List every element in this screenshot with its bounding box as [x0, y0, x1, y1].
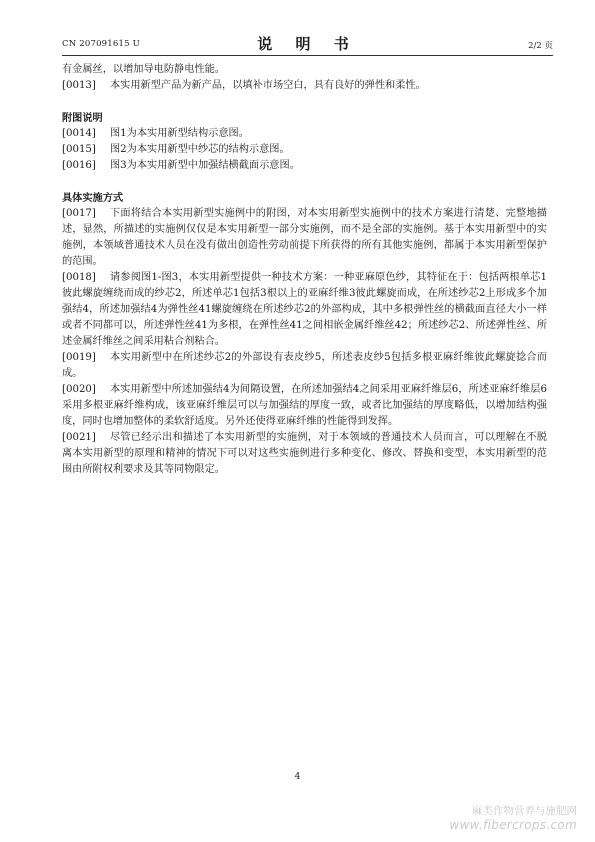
- paragraph-0017: [62, 206, 547, 270]
- continuation-text: 有金属丝，以增加导电防静电性能。: [62, 64, 225, 75]
- watermark-site-name: 麻类作物营养与施肥网: [472, 805, 577, 817]
- publication-number: CN 207091615 U: [62, 39, 140, 49]
- site-watermark: [449, 804, 577, 832]
- paragraph-number: [0020]: [62, 384, 96, 395]
- paragraph-text: 本实用新型中所述加强结4为间隔设置，在所述加强结4之间采用亚麻纤维层6，所述亚麻纤维层6采用多根亚麻纤维构成，该亚麻纤维层可以与加强结的厚度一致，或者比加强结的厚度略低，以增加结构强度，同时也增加整体的柔软舒适度。另外还使得亚麻纤维的性能得到发挥。: [62, 384, 547, 427]
- page-reference: 2/2 页: [528, 41, 553, 51]
- paragraph-number: [0013]: [62, 80, 96, 91]
- paragraph-number: [0021]: [62, 432, 96, 443]
- page-number: 4: [294, 772, 301, 782]
- paragraph-number: [0018]: [62, 272, 96, 283]
- paragraph-number: [0016]: [62, 160, 96, 171]
- paragraph-text: 图3为本实用新型中加强结横截面示意图。: [110, 160, 300, 171]
- paragraph-0020: [62, 382, 547, 430]
- paragraph-0015: [62, 142, 547, 158]
- section-heading-embodiments: 具体实施方式: [62, 192, 124, 204]
- page-header: [62, 33, 553, 53]
- watermark-url: www.fibercrops.com: [449, 818, 577, 832]
- paragraph-0018: [62, 270, 547, 350]
- paragraph-0013: [62, 78, 547, 94]
- paragraph-text: 本实用新型中在所述纱芯2的外部设有表皮纱5，所述表皮纱5包括多根亚麻纤维彼此螺旋捻合而成。: [62, 352, 547, 379]
- document-body: [62, 62, 547, 478]
- paragraph-text: 请参阅图1-图3，本实用新型提供一种技术方案：一种亚麻原色纱，其特征在于：包括两根单芯1彼此螺旋缠绕而成的纱芯2，所述单芯1包括3根以上的亚麻纤维3彼此螺旋而成，在所述纱芯2上形成多个加强结4，所述加强结4为弹性丝41螺旋缠绕在所述纱芯2的外部构成，其中多根弹性丝的横截面直径大小一样或者不同都可以，所述弹性丝41为多根，在弹性丝41之间相嵌金属纤维丝42；所述纱芯2、所述弹性丝、所述金属纤维丝之间采用粘合剂粘合。: [62, 272, 547, 347]
- document-title: 说 明 书: [257, 35, 358, 53]
- paragraph-text: 本实用新型产品为新产品，以填补市场空白，具有良好的弹性和柔性。: [110, 80, 426, 91]
- paragraph-text: 图2为本实用新型中纱芯的结构示意图。: [110, 144, 290, 155]
- paragraph-0016: [62, 158, 547, 174]
- header-divider: [62, 55, 553, 56]
- paragraph-number: [0019]: [62, 352, 96, 363]
- paragraph-0019: [62, 350, 547, 382]
- section-heading-figures: 附图说明: [62, 112, 103, 124]
- paragraph-text: 下面将结合本实用新型实施例中的附图，对本实用新型实施例中的技术方案进行清楚、完整地描述，显然，所描述的实施例仅仅是本实用新型一部分实施例，而不是全部的实施例。基于本实用新型中的实施例，本领域普通技术人员在没有做出创造性劳动前提下所获得的所有其他实施例，都属于本实用新型保护的范围。: [62, 208, 547, 267]
- paragraph-number: [0017]: [62, 208, 96, 219]
- paragraph-number: [0014]: [62, 128, 96, 139]
- paragraph-number: [0015]: [62, 144, 96, 155]
- paragraph-text: 图1为本实用新型结构示意图。: [110, 128, 249, 139]
- paragraph-0021: [62, 430, 547, 478]
- paragraph-0014: [62, 126, 547, 142]
- paragraph-text: 尽管已经示出和描述了本实用新型的实施例，对于本领域的普通技术人员而言，可以理解在不脱离本实用新型的原理和精神的情况下可以对这些实施例进行多种变化、修改、替换和变型，本实用新型的范围由所附权利要求及其等同物限定。: [62, 432, 547, 475]
